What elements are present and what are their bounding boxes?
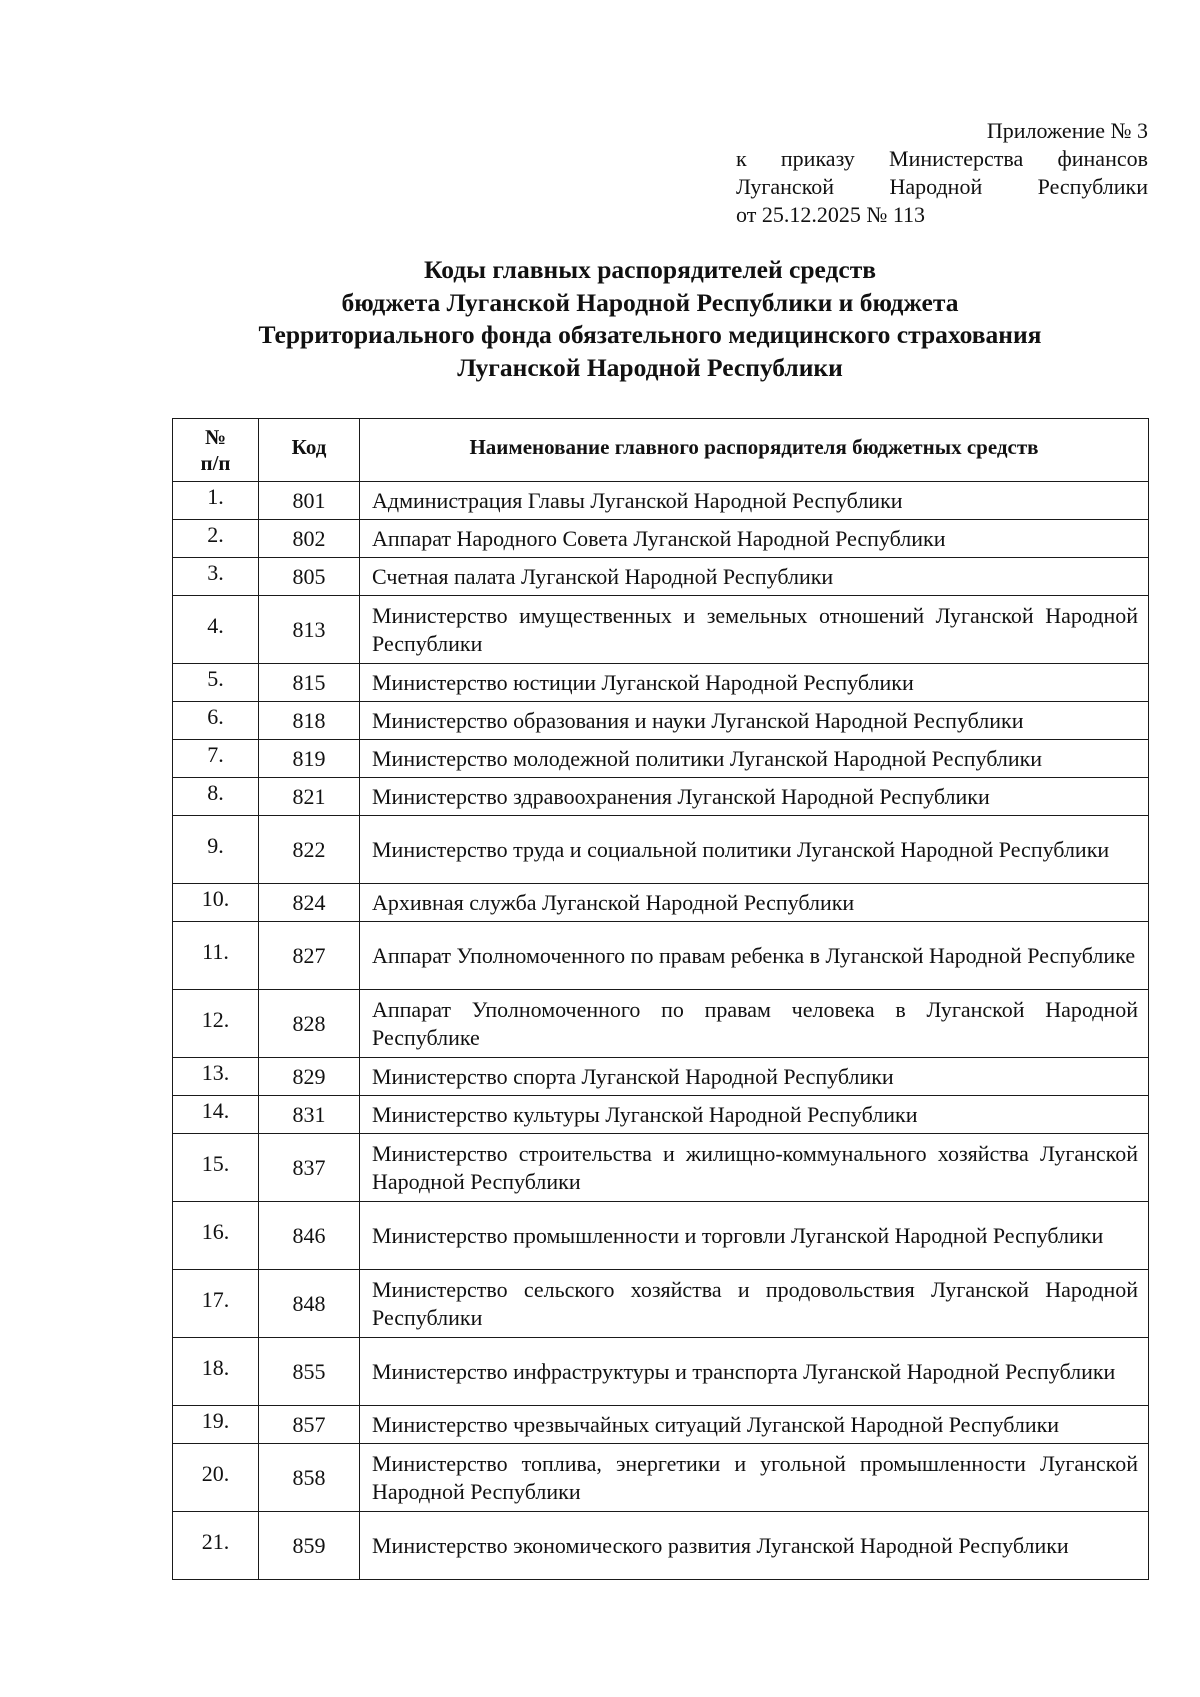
row-number-cell [173,1202,259,1270]
row-number-cell [173,520,259,558]
row-number-cell [173,1058,259,1096]
appendix-block [736,117,1148,229]
row-code: 858 [259,1444,360,1512]
header-num: № п/п [173,419,259,482]
row-name: Министерство труда и социальной политики Луганской Народной Республики [360,816,1149,884]
row-number-cell [173,884,259,922]
row-name: Аппарат Народного Совета Луганской Народной Республики [360,520,1149,558]
table-row [173,702,1149,740]
row-code: 822 [259,816,360,884]
row-name: Администрация Главы Луганской Народной Республики [360,482,1149,520]
table-row [173,1270,1149,1338]
row-number-cell [173,816,259,884]
row-name: Министерство чрезвычайных ситуаций Луганской Народной Республики [360,1406,1149,1444]
row-name: Министерство молодежной политики Луганской Народной Республики [360,740,1149,778]
row-number-cell [173,1270,259,1338]
row-code: 846 [259,1202,360,1270]
table-row [173,664,1149,702]
row-code: 831 [259,1096,360,1134]
row-number: 18. [201,1354,230,1380]
row-number: 11. [202,938,229,964]
row-number-cell [173,482,259,520]
row-number: 5. [207,665,224,691]
row-number: 14. [201,1097,230,1123]
row-number: 13. [201,1059,230,1085]
row-name: Счетная палата Луганской Народной Республики [360,558,1149,596]
table-row [173,1058,1149,1096]
row-number-cell [173,990,259,1058]
row-code: 837 [259,1134,360,1202]
row-number-cell [173,702,259,740]
row-number-cell [173,1134,259,1202]
row-code: 848 [259,1270,360,1338]
codes-table [172,418,1149,1580]
row-number: 17. [201,1286,230,1312]
row-name: Министерство здравоохранения Луганской Народной Республики [360,778,1149,816]
table-body [173,482,1149,1580]
row-number: 16. [201,1218,230,1244]
row-code: 819 [259,740,360,778]
row-number-cell [173,922,259,990]
row-code: 824 [259,884,360,922]
table-row [173,1202,1149,1270]
row-number-cell [173,1444,259,1512]
row-number-cell [173,596,259,664]
row-code: 802 [259,520,360,558]
row-number-cell [173,1512,259,1580]
header-name: Наименование главного распорядителя бюджетных средств [360,419,1149,482]
row-name: Аппарат Уполномоченного по правам ребенка в Луганской Народной Республике [360,922,1149,990]
row-number: 7. [207,741,224,767]
row-name: Министерство спорта Луганской Народной Республики [360,1058,1149,1096]
row-name: Архивная служба Луганской Народной Республики [360,884,1149,922]
row-number: 6. [207,703,224,729]
row-number-cell [173,740,259,778]
row-name: Министерство топлива, энергетики и угольной промышленности Луганской Народной Республики [360,1444,1149,1512]
title-line: бюджета Луганской Народной Республики и бюджета [341,287,959,317]
table-row [173,482,1149,520]
row-code: 801 [259,482,360,520]
table-row [173,1096,1149,1134]
row-number: 2. [207,521,224,547]
table-row [173,778,1149,816]
row-number: 9. [207,832,224,858]
row-code: 829 [259,1058,360,1096]
row-code: 805 [259,558,360,596]
appendix-title: Приложение № 3 [986,118,1148,143]
table-row [173,1512,1149,1580]
table-row [173,1406,1149,1444]
row-code: 821 [259,778,360,816]
table-row [173,922,1149,990]
row-code: 818 [259,702,360,740]
row-number: 19. [201,1407,230,1433]
appendix-ministry: Луганской Народной Республики [736,174,1148,199]
row-name: Министерство образования и науки Луганской Народной Республики [360,702,1149,740]
table-row [173,520,1149,558]
header-code: Код [259,419,360,482]
row-name: Министерство строительства и жилищно-коммунального хозяйства Луганской Народной Республики [360,1134,1149,1202]
row-number: 1. [207,483,224,509]
row-number: 10. [201,885,230,911]
title-line: Луганской Народной Республики [457,352,843,382]
row-code: 857 [259,1406,360,1444]
table-row [173,596,1149,664]
row-number-cell [173,778,259,816]
table-row [173,884,1149,922]
row-number: 12. [201,1006,230,1032]
row-number-cell [173,1096,259,1134]
table-row [173,1134,1149,1202]
table-header-row [173,419,1149,482]
table-row [173,990,1149,1058]
row-number-cell [173,1338,259,1406]
row-number: 3. [207,559,224,585]
table-row [173,558,1149,596]
row-name: Министерство имущественных и земельных отношений Луганской Народной Республики [360,596,1149,664]
appendix-date: от 25.12.2025 № 113 [736,202,925,227]
row-name: Министерство культуры Луганской Народной Республики [360,1096,1149,1134]
row-code: 827 [259,922,360,990]
row-number: 8. [207,779,224,805]
row-number: 21. [201,1528,230,1554]
title-line: Коды главных распорядителей средств [423,255,877,284]
row-name: Министерство сельского хозяйства и продовольствия Луганской Народной Республики [360,1270,1149,1338]
row-name: Аппарат Уполномоченного по правам человека в Луганской Народной Республике [360,990,1149,1058]
row-number: 4. [207,612,224,638]
row-name: Министерство юстиции Луганской Народной Республики [360,664,1149,702]
table-row [173,816,1149,884]
row-name: Министерство промышленности и торговли Луганской Народной Республики [360,1202,1149,1270]
table-row [173,740,1149,778]
row-name: Министерство инфраструктуры и транспорта Луганской Народной Республики [360,1338,1149,1406]
document-title [150,254,1150,384]
row-number: 15. [201,1150,230,1176]
row-code: 855 [259,1338,360,1406]
row-code: 828 [259,990,360,1058]
row-number-cell [173,664,259,702]
row-code: 813 [259,596,360,664]
table-row [173,1338,1149,1406]
row-number-cell [173,558,259,596]
row-number: 20. [201,1460,230,1486]
row-number-cell [173,1406,259,1444]
row-name: Министерство экономического развития Луганской Народной Республики [360,1512,1149,1580]
appendix-order: к приказу Министерства финансов [736,146,1148,171]
table-row [173,1444,1149,1512]
title-line: Территориального фонда обязательного медицинского страхования [258,320,1042,349]
row-code: 859 [259,1512,360,1580]
row-code: 815 [259,664,360,702]
